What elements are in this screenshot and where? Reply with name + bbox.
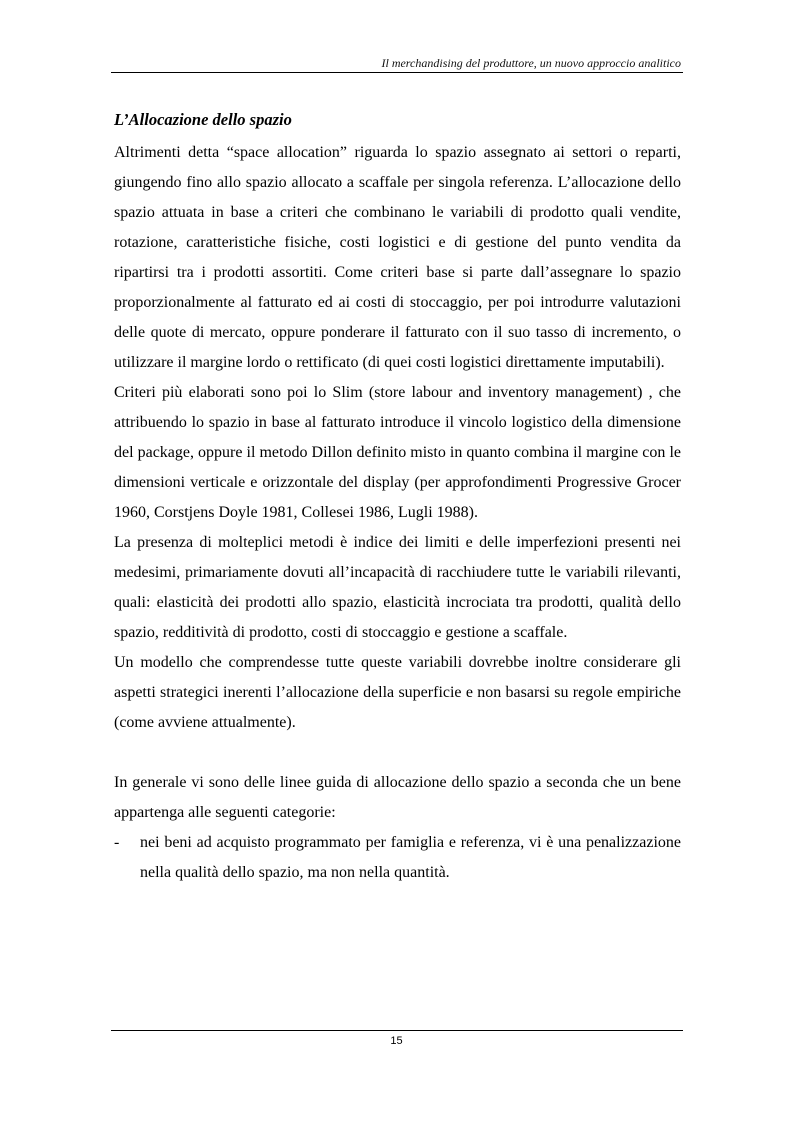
footer-rule [111, 1030, 683, 1031]
paragraph: Un modello che comprendesse tutte queste variabili dovrebbe inoltre considerare gli aspetti strategici inerenti l’allocazione della superficie e non basarsi su regole empiriche (come avviene attualmente). [114, 654, 681, 731]
paragraph-spacer [114, 738, 681, 768]
paragraph: Criteri più elaborati sono poi lo Slim (store labour and inventory management) , che attribuendo lo spazio in base al fatturato introduce il vincolo logistico della dimensione del package, oppure il metodo Dillon definito misto in quanto combina il margine con le dimensioni verticale e orizzontale del display (per approfondimenti Progressive Grocer 1960, Corstjens Doyle 1981, Collesei 1986, Lugli 1988). [114, 384, 681, 521]
paragraph: In generale vi sono delle linee guida di allocazione dello spazio a seconda che un bene appartenga alle seguenti categorie: [114, 774, 681, 821]
paragraph: La presenza di molteplici metodi è indice dei limiti e delle imperfezioni presenti nei medesimi, primariamente dovuti all’incapacità di racchiudere tutte le variabili rilevanti, quali: elasticità dei prodotti allo spazio, elasticità incrociata tra prodotti, qualità dello spazio, redditività di prodotto, costi di stoccaggio e gestione a scaffale. [114, 534, 681, 641]
section-title: L’Allocazione dello spazio [114, 110, 292, 129]
list-item-text: nei beni ad acquisto programmato per famiglia e referenza, vi è una penalizzazione nella qualità dello spazio, ma non nella quantità. [140, 834, 681, 881]
list-item [114, 828, 681, 888]
body-text [114, 138, 681, 888]
category-list [114, 828, 681, 888]
running-header-title: Il merchandising del produttore, un nuovo approccio analitico [381, 56, 681, 70]
list-marker: - [114, 834, 120, 851]
page-number: 15 [390, 1035, 403, 1047]
header-rule [111, 72, 683, 73]
paragraph: Altrimenti detta “space allocation” riguarda lo spazio assegnato ai settori o reparti, giungendo fino allo spazio allocato a scaffale per singola referenza. L’allocazione dello spazio attuata in base a criteri che combinano le variabili di prodotto quali vendite, rotazione, caratteristiche fisiche, costi logistici e di gestione del punto vendita da ripartirsi tra i prodotti assortiti. Come criteri base si parte dall’assegnare lo spazio proporzionalmente al fatturato ed ai costi di stoccaggio, per poi introdurre valutazioni delle quote di mercato, oppure ponderare il fatturato con il suo tasso di incremento, o utilizzare il margine lordo o rettificato (di quei costi logistici direttamente imputabili). [114, 144, 681, 371]
